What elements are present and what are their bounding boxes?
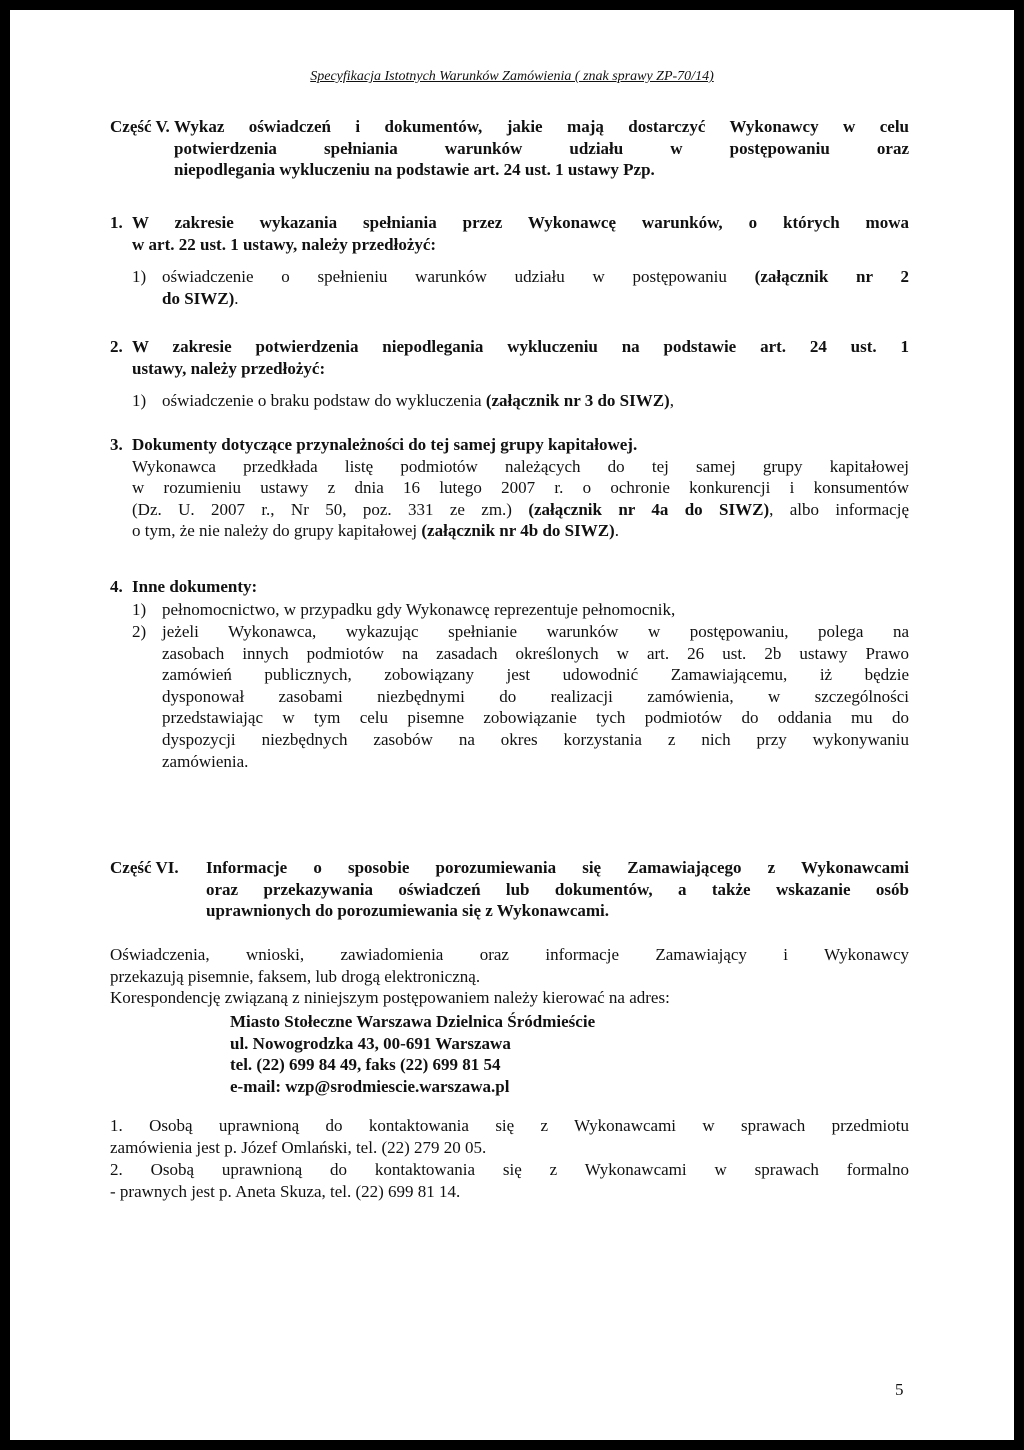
address-block xyxy=(230,1011,595,1097)
contact-1-number: 1. xyxy=(110,1116,123,1135)
section4-item1-number: 1) xyxy=(132,600,147,619)
section2-item-number: 1) xyxy=(132,391,147,410)
section2-item-attachment: (załącznik nr 3 do SIWZ) xyxy=(485,391,670,410)
contact-1-line xyxy=(110,1115,909,1137)
section2-heading-line: W zakresie potwierdzenia niepodlegania wykluczeniu na podstawie art. 24 ust. 1 xyxy=(132,337,909,356)
part6-paragraph xyxy=(110,944,909,1009)
page-header: Specyfikacja Istotnych Warunków Zamówienia ( znak sprawy ZP-70/14) xyxy=(310,69,714,84)
section2-item-end: , xyxy=(669,391,674,410)
part6-heading-line: Informacje o sposobie porozumiewania się Zamawiającego z Wykonawcami xyxy=(206,858,909,877)
part5-heading-line: Wykaz oświadczeń i dokumentów, jakie mają dostarczyć Wykonawcy w celu xyxy=(174,117,909,136)
contact-2-text: Osobą uprawnioną do kontaktowania się z Wykonawcami w sprawach formalno xyxy=(150,1160,910,1179)
address-line: tel. (22) 699 84 49, faks (22) 699 81 54 xyxy=(230,1055,501,1075)
section2-heading-line: ustawy, należy przedłożyć: xyxy=(132,358,326,378)
section1-item-attachment: (załącznik nr 2 xyxy=(754,267,909,286)
section3-body xyxy=(132,434,909,542)
section4-item2-line: zamówienia. xyxy=(162,751,249,771)
section4-item2 xyxy=(162,621,909,772)
section4-item2-line: dysponował zasobami niezbędnymi do realizacji zamówienia, w szczególności xyxy=(162,686,909,706)
contact-2-number: 2. xyxy=(110,1160,123,1179)
section1-item-end: . xyxy=(234,288,239,308)
section1-item-line xyxy=(162,266,909,288)
section1-item-attachment-cont: do SIWZ) xyxy=(162,288,235,308)
section3-heading: Dokumenty dotyczące przynależności do tej samej grupy kapitałowej. xyxy=(132,435,638,454)
part6-paragraph-line: Oświadczenia, wnioski, zawiadomienia oraz informacje Zamawiający i Wykonawcy xyxy=(110,945,909,964)
section4-item2-number: 2) xyxy=(132,622,147,641)
contact-2 xyxy=(110,1159,909,1202)
section4-item2-line: dyspozycji niezbędnych zasobów na okres korzystania z nich przy wykonywaniu xyxy=(162,729,909,749)
section3-line: w rozumieniu ustawy z dnia 16 lutego 2007 r. o ochronie konkurencji i konsumentów xyxy=(132,478,909,498)
contact-1-text: Osobą uprawnioną do kontaktowania się z Wykonawcami w sprawach przedmiotu xyxy=(149,1116,909,1135)
section1-item-number: 1) xyxy=(132,267,147,286)
address-intro: Korespondencję związaną z niniejszym postępowaniem należy kierować na adres: xyxy=(110,988,670,1008)
section1-heading-line: W zakresie wykazania spełniania przez Wykonawcę warunków, o których mowa xyxy=(132,213,909,232)
section4-item2-line: zasobach innych podmiotów na zasadach określonych w art. 26 ust. 2b ustawy Prawo xyxy=(162,643,909,663)
part6-heading-line: oraz przekazywania oświadczeń lub dokumentów, a także wskazanie osób xyxy=(206,879,909,899)
section3-text: , albo informację xyxy=(769,499,909,519)
section3-line xyxy=(132,520,909,542)
section3-text: o tym, że nie należy do grupy kapitałowej xyxy=(132,521,422,541)
section1-item xyxy=(162,266,909,309)
part5-heading xyxy=(174,116,909,181)
document-page xyxy=(10,10,1014,1440)
section3-line: Wykonawca przedkłada listę podmiotów należących do tej samej grupy kapitałowej xyxy=(132,456,909,476)
part5-heading-line: potwierdzenia spełniania warunków udziału w postępowaniu oraz xyxy=(174,138,909,158)
part6-label: Część VI. xyxy=(110,858,179,877)
section1-number: 1. xyxy=(110,213,123,232)
section3-text: . xyxy=(614,521,619,541)
address-line: Miasto Stołeczne Warszawa Dzielnica Śródmieście xyxy=(230,1012,596,1031)
contact-2-line xyxy=(110,1159,909,1181)
section1-item-line xyxy=(162,288,909,310)
section3-attachment-4b: (załącznik nr 4b do SIWZ) xyxy=(421,521,615,541)
section2-item xyxy=(162,390,674,412)
page-number: 5 xyxy=(895,1380,904,1399)
section4-heading: Inne dokumenty: xyxy=(132,577,258,596)
section2-item-text: oświadczenie o braku podstaw do wykluczenia xyxy=(162,391,486,410)
part6-paragraph-line: przekazują pisemnie, faksem, lub drogą elektroniczną. xyxy=(110,966,481,986)
section4-number: 4. xyxy=(110,577,123,596)
section3-attachment-4a: (załącznik nr 4a do SIWZ) xyxy=(528,499,770,519)
section4-item2-line: zamówień publicznych, zobowiązany jest udowodnić Zamawiającemu, iż będzie xyxy=(162,665,909,685)
contact-1 xyxy=(110,1115,909,1158)
section3-number: 3. xyxy=(110,435,123,454)
section1-item-text: oświadczenie o spełnieniu warunków udziału w postępowaniu xyxy=(162,267,727,286)
section4-item2-line: przedstawiając w tym celu pisemne zobowiązanie tych podmiotów do oddania mu do xyxy=(162,708,909,728)
section3-line xyxy=(132,499,909,521)
section1-heading xyxy=(132,212,909,255)
section3-text: (Dz. U. 2007 r., Nr 50, poz. 331 ze zm.) xyxy=(132,499,529,519)
section2-heading xyxy=(132,336,909,379)
section2-number: 2. xyxy=(110,337,123,356)
section4-item1: pełnomocnictwo, w przypadku gdy Wykonawcę reprezentuje pełnomocnik, xyxy=(162,600,676,619)
section4-item2-line: jeżeli Wykonawca, wykazując spełnianie warunków w postępowaniu, polega na xyxy=(162,622,909,641)
address-email: e-mail: wzp@srodmiescie.warszawa.pl xyxy=(230,1076,510,1096)
part5-label: Część V. xyxy=(110,117,170,136)
part6-heading-line: uprawnionych do porozumiewania się z Wykonawcami. xyxy=(206,901,610,921)
part6-heading xyxy=(206,857,909,922)
part5-heading-line: niepodlegania wykluczeniu na podstawie art. 24 ust. 1 ustawy Pzp. xyxy=(174,160,655,180)
section1-heading-line: w art. 22 ust. 1 ustawy, należy przedłożyć: xyxy=(132,234,437,254)
address-line: ul. Nowogrodzka 43, 00-691 Warszawa xyxy=(230,1033,511,1053)
contact-2-line: - prawnych jest p. Aneta Skuza, tel. (22) 699 81 14. xyxy=(110,1181,461,1201)
contact-1-line: zamówienia jest p. Józef Omlański, tel. (22) 279 20 05. xyxy=(110,1137,487,1157)
